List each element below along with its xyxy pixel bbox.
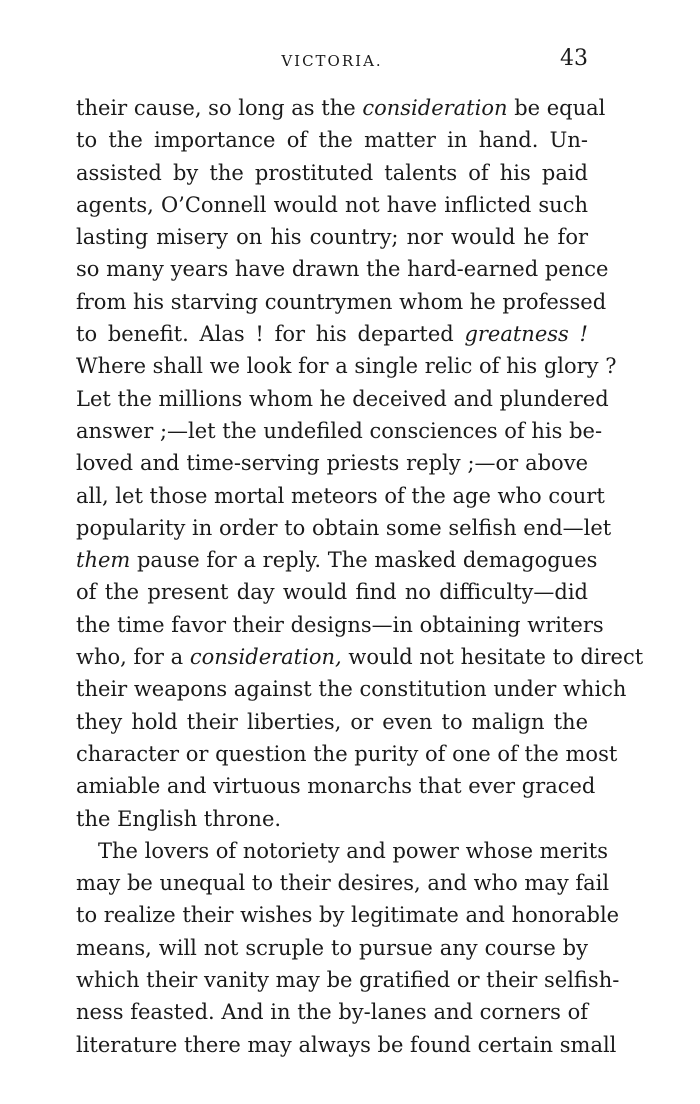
text-segment: would not hesitate to direct — [341, 645, 644, 670]
text-line — [76, 383, 609, 415]
text-segment: lasting misery on his country; nor would he for — [76, 225, 588, 250]
text-segment: answer ;—let the undefiled consciences of his be- — [76, 418, 603, 443]
text-line — [76, 706, 588, 738]
text-segment: all, let those mortal meteors of the age who court — [76, 483, 605, 508]
text-segment: to benefit. Alas ! for his departed — [76, 322, 465, 347]
text-line — [76, 157, 588, 189]
text-segment: The lovers of notoriety and power whose merits — [98, 838, 608, 863]
text-line — [76, 932, 588, 964]
running-head — [76, 46, 588, 76]
text-segment: their weapons against the constitution under which — [76, 677, 627, 702]
text-line — [76, 996, 588, 1028]
text-segment: the time favor their designs—in obtaining writers — [76, 612, 604, 637]
text-line — [76, 641, 644, 673]
text-segment: Let the millions whom he deceived and plundered — [76, 386, 609, 411]
text-segment: may be unequal to their desires, and who may fail — [76, 871, 610, 896]
italic-text: them — [76, 548, 131, 573]
text-segment: of the present day would find no difficulty—did — [76, 580, 588, 605]
text-segment: they hold their liberties, or even to malign the — [76, 709, 588, 734]
text-segment: character or question the purity of one of the most — [76, 741, 618, 766]
text-segment: from his starving countrymen whom he professed — [76, 289, 607, 314]
text-segment: the English throne. — [76, 806, 282, 831]
text-line — [76, 512, 612, 544]
page-number: 43 — [560, 46, 588, 71]
text-line — [76, 770, 596, 802]
text-segment: to the importance of the matter in hand. Un- — [76, 128, 588, 153]
text-segment: literature there may always be found certain small — [76, 1032, 617, 1057]
text-line — [76, 318, 588, 350]
running-title: VICTORIA. — [281, 52, 383, 70]
text-line — [76, 189, 588, 221]
text-line — [76, 415, 603, 447]
text-line — [76, 221, 588, 253]
text-segment: assisted by the prostituted talents of his paid — [76, 160, 588, 185]
text-segment: who, for a — [76, 645, 190, 670]
text-line — [76, 286, 607, 318]
text-line — [76, 544, 598, 576]
text-segment: to realize their wishes by legitimate and honorable — [76, 903, 620, 928]
text-line — [76, 92, 606, 124]
text-line — [76, 835, 608, 867]
text-line — [76, 124, 588, 156]
italic-text: greatness ! — [464, 322, 588, 347]
text-line — [76, 447, 588, 479]
text-segment: agents, O’Connell would not have inflicted such — [76, 192, 588, 217]
text-segment: loved and time-serving priests reply ;—or above — [76, 451, 588, 476]
text-line — [76, 253, 609, 285]
text-line — [76, 803, 588, 835]
text-line — [76, 738, 618, 770]
text-segment: ness feasted. And in the by-lanes and corners of — [76, 1000, 588, 1025]
text-segment: so many years have drawn the hard-earned pence — [76, 257, 609, 282]
text-segment: which their vanity may be gratified or their selfish- — [76, 968, 620, 993]
text-line — [76, 609, 604, 641]
text-line — [76, 899, 620, 931]
italic-text: consideration, — [189, 645, 342, 670]
text-line — [76, 1029, 617, 1061]
text-line — [76, 964, 620, 996]
text-segment: be equal — [507, 96, 606, 120]
text-segment: amiable and virtuous monarchs that ever graced — [76, 774, 596, 799]
italic-text: consideration — [362, 96, 508, 120]
text-line — [76, 480, 605, 512]
text-line — [76, 350, 617, 382]
text-line — [76, 576, 588, 608]
text-line — [76, 867, 610, 899]
text-segment: their cause, so long as the — [76, 96, 363, 120]
text-segment: Where shall we look for a single relic of his glory ? — [76, 354, 617, 379]
text-segment: means, will not scruple to pursue any course by — [76, 935, 588, 960]
body-text — [76, 92, 644, 1061]
text-segment: popularity in order to obtain some selfish end—let — [76, 515, 612, 540]
text-segment: pause for a reply. The masked demagogues — [130, 548, 598, 573]
text-line — [76, 673, 627, 705]
